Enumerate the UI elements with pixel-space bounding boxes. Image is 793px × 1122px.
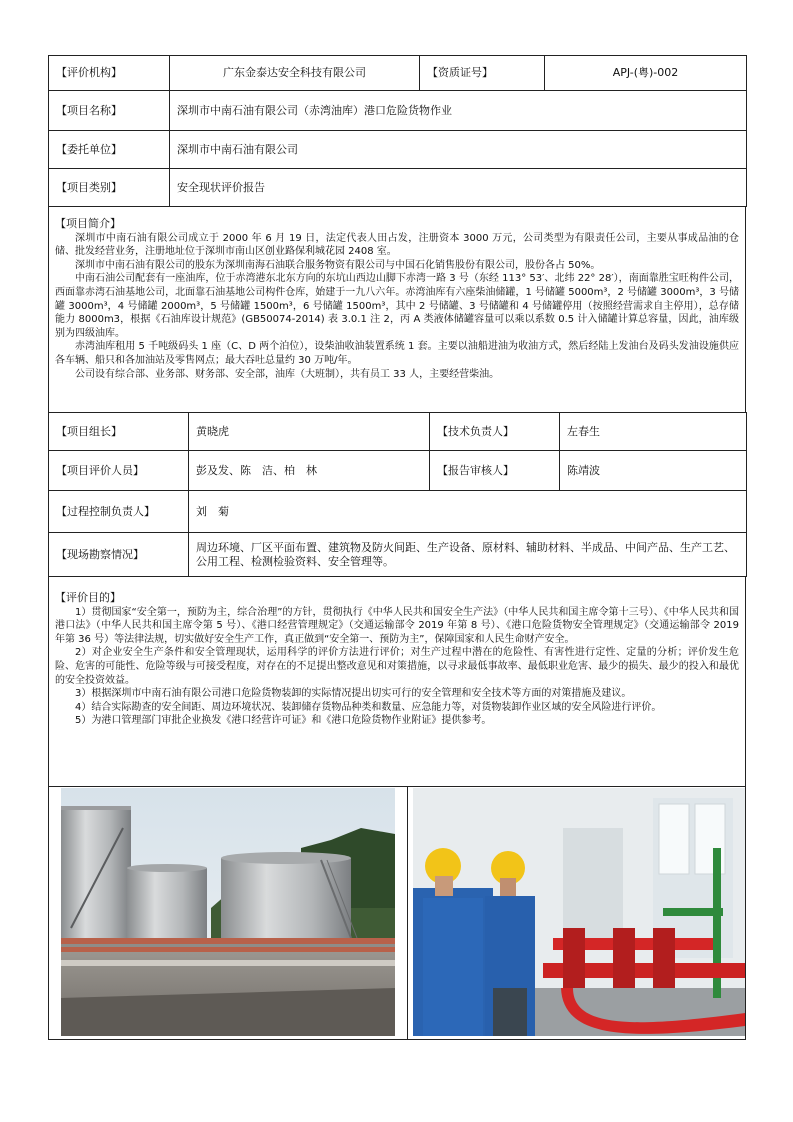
row-project-name xyxy=(49,91,747,131)
row-evaluation-agency xyxy=(49,56,747,91)
value-evaluation-agency: 广东金泰达安全科技有限公司 xyxy=(170,56,420,91)
intro-paragraph: 公司设有综合部、业务部、财务部、安全部，油库（大班制），共有员工 33 人，主要经营柴油。 xyxy=(75,368,500,380)
evaluation-purpose-heading: 【评价目的】 xyxy=(55,591,121,604)
row-evaluators xyxy=(49,451,747,491)
label-certificate-no: 【资质证号】 xyxy=(420,56,545,91)
value-technical-lead: 左春生 xyxy=(560,413,747,451)
intro-paragraph: 深圳市中南石油有限公司成立于 2000 年 6 月 19 日，法定代表人田占发，注册资本 3000 万元，公司类型为有限责任公司，主要从事成品油的仓储、批发经营业务，注册地址位于深圳市南山区创业路保利城花园 2408 室。 xyxy=(55,232,739,258)
label-technical-lead: 【技术负责人】 xyxy=(430,413,560,451)
value-evaluators: 彭及发、陈 洁、柏 林 xyxy=(189,451,430,491)
site-photos xyxy=(48,787,746,1040)
value-site-survey: 周边环境、厂区平面布置、建筑物及防火间距、生产设备、原材料、辅助材料、半成品、中间产品、生产工艺、公用工程、检测检验资料、安全管理等。 xyxy=(189,533,747,577)
pump-room-inspection-photo xyxy=(413,788,745,1036)
value-client: 深圳市中南石油有限公司 xyxy=(170,131,747,169)
project-intro-heading: 【项目简介】 xyxy=(55,217,121,230)
label-report-reviewer: 【报告审核人】 xyxy=(430,451,560,491)
purpose-paragraph: 2）对企业安全生产条件和安全管理现状，运用科学的评价方法进行评价；对生产过程中潜在的危险性、有害性进行定性、定量的分析；评价发生危险、危害的可能性、危险等级与可接受程度，对存在的不足提出整改意见和对策措施，以寻求最低事故率、最低职业危害、最少的损失、最少的投入和最优的安全投资效益。 xyxy=(55,647,739,686)
purpose-paragraph: 5）为港口管理部门审批企业换发《港口经营许可证》和《港口危险货物作业附证》提供参考。 xyxy=(75,715,492,727)
label-project-name: 【项目名称】 xyxy=(49,91,170,131)
evaluation-purpose-section xyxy=(48,577,746,787)
label-process-control: 【过程控制负责人】 xyxy=(49,491,189,533)
purpose-paragraph: 1）贯彻国家“安全第一，预防为主，综合治理”的方针，贯彻执行《中华人民共和国安全生产法》（中华人民共和国主席令第十三号）、《中华人民共和国港口法》（中华人民共和国主席令第 5 号）、《港口经营管理规定》（交通运输部令 2019 年第 8 号）、《港口危险货物安全管理规定》（交通运输部令 2019 年第 36 号）等法律法规，切实做好安全生产工作，真正做到“安全第一、预防为主”，保障国家和人民生命财产安全。 xyxy=(55,606,739,645)
purpose-paragraph: 4）结合实际勘查的安全间距、周边环境状况、装卸储存货物品种类和数量、应急能力等，对货物装卸作业区域的安全风险进行评价。 xyxy=(75,701,662,713)
value-project-name: 深圳市中南石油有限公司（赤湾油库）港口危险货物作业 xyxy=(170,91,747,131)
value-report-reviewer: 陈靖波 xyxy=(560,451,747,491)
row-project-category xyxy=(49,169,747,207)
row-client xyxy=(49,131,747,169)
value-certificate-no: APJ-(粤)-002 xyxy=(545,56,747,91)
oil-storage-tanks-photo xyxy=(61,788,395,1036)
project-intro-section xyxy=(48,207,746,413)
label-project-leader: 【项目组长】 xyxy=(49,413,189,451)
purpose-paragraph: 3）根据深圳市中南石油有限公司港口危险货物装卸的实际情况提出切实可行的安全管理和安全技术等方面的对策措施及建议。 xyxy=(75,688,632,700)
row-project-leader xyxy=(49,413,747,451)
value-process-control: 刘 菊 xyxy=(189,491,747,533)
row-site-survey xyxy=(49,533,747,577)
intro-paragraph: 中南石油公司配套有一座油库，位于赤湾港东北东方向的东坑山西边山脚下赤湾一路 3 号（东经 113° 53′、北纬 22° 28′），南面靠胜宝旺构件公司，西面靠赤湾石油基地公司，北面靠石油基地公司构件仓库，始建于一九八六年。赤湾油库有六座柴油储罐，1 号储罐 5000m³，2 号储罐 3000m³，3 号储罐 3000m³，4 号储罐 2000m³，5 号储罐 1500m³，6 号储罐 1500m³，其中 2 号储罐、3 号储罐和 4 号储罐停用（按照经营需求自主停用），总存储能力 8000m3，根据《石油库设计规范》(GB50074-2014) 表 3.0.1 注 2，丙 A 类液体储罐容量可以乘以系数 0.5 计入储罐计算总容量，因此，油库级别为四级油库。 xyxy=(55,273,739,339)
report-summary-sheet xyxy=(48,55,746,1040)
label-evaluation-agency: 【评价机构】 xyxy=(49,56,170,91)
intro-paragraph: 深圳市中南石油有限公司的股东为深圳南海石油联合服务物资有限公司与中国石化销售股份有限公司，股份各占 50%。 xyxy=(75,259,601,271)
label-site-survey: 【现场勘察情况】 xyxy=(49,533,189,577)
value-project-leader: 黄晓虎 xyxy=(189,413,430,451)
row-process-control xyxy=(49,491,747,533)
label-client: 【委托单位】 xyxy=(49,131,170,169)
value-project-category: 安全现状评价报告 xyxy=(170,169,747,207)
label-project-category: 【项目类别】 xyxy=(49,169,170,207)
intro-paragraph: 赤湾油库租用 5 千吨级码头 1 座（C、D 两个泊位），设柴油收油装置系统 1 套。主要以油船进油为收油方式，然后经陆上发油台及码头发油设施供应各车辆、船只和各加油站及零售网点；最大吞吐总量约 30 万吨/年。 xyxy=(55,341,739,366)
label-evaluators: 【项目评价人员】 xyxy=(49,451,189,491)
header-table xyxy=(48,55,747,207)
staff-table xyxy=(48,412,747,577)
